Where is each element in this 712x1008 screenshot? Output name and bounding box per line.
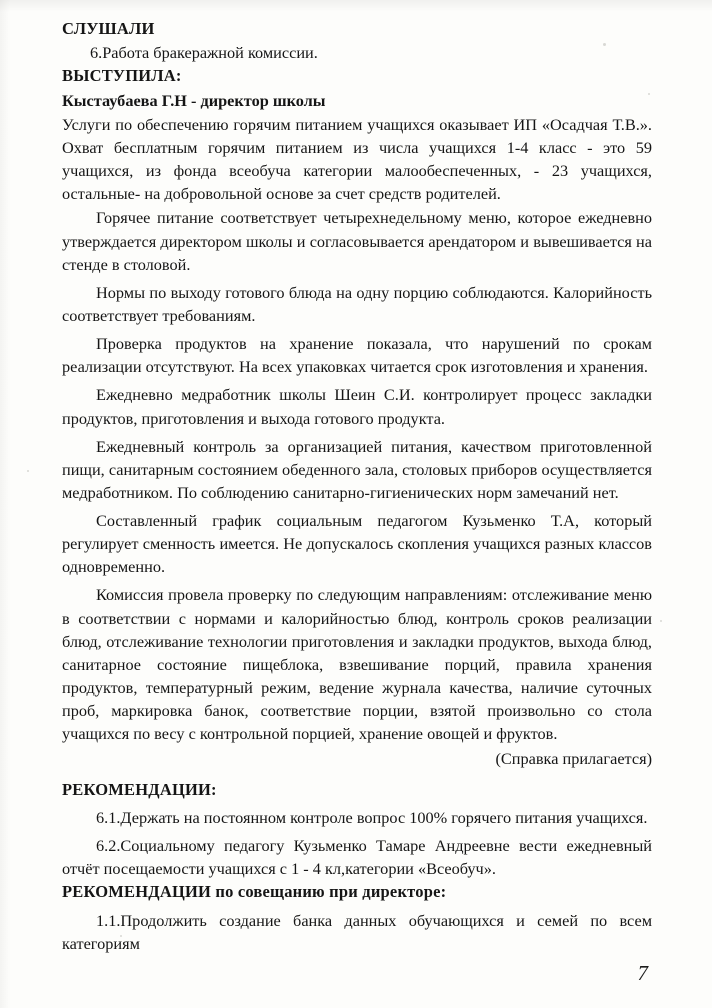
recommendations-director-item-1: 1.1.Продолжить создание банка данных обучающихся и семей по всем категориям (62, 910, 652, 953)
spoke-paragraph-1: Услуги по обеспечению горячим питанием учащихся оказывает ИП «Осадчая Т.В.». Охват бесплатным горячим питанием из числа учащихся 1-4 класс - это 59 учащихся, из фонда всеобуча категории малообеспеченных, - 23 учащихся, остальные- на добровольной основе за счет средств родителей. (62, 114, 652, 204)
spoke-paragraph-2: Горячее питание соответствует четырехнедельному меню, которое ежедневно утверждается директором школы и согласовывается арендатором и вывешивается на стенде в столовой. (62, 208, 652, 274)
spoke-paragraph-8: Комиссия провела проверку по следующим направлениям: отслеживание меню в соответствии с нормами и калорийностью блюд, контроль сроков реализации блюд, отслеживание технологии приготовления и закладки продуктов, выхода блюд, санитарное состояние пищеблока, взвешивание порций, правила хранения продуктов, температурный режим, ведение журнала качества, наличие суточных проб, маркировка банок, соответствие порции, взятой произвольно со стола учащихся по весу с контрольной порцией, хранение овощей и фруктов. (62, 585, 652, 744)
scan-edge-shadow-top (0, 0, 712, 12)
section-heading-spoke: ВЫСТУПИЛА: (62, 66, 182, 86)
spoke-paragraph-5: Ежедневно медработник школы Шеин С.И. контролирует процесс закладки продуктов, приготовления и выхода готового продукта. (62, 385, 652, 428)
section-heading-recommendations-director: РЕКОМЕНДАЦИИ по совещанию при директоре: (62, 882, 447, 902)
scan-edge-shadow-left (0, 0, 10, 1008)
section-heading-heard: СЛУШАЛИ (62, 19, 155, 38)
speaker-name: Кыстаубаева Г.Н - директор школы (62, 90, 326, 110)
spoke-paragraph-4: Проверка продуктов на хранение показала, что нарушений по срокам реализации отсутствуют. На всех упаковках читается срок изготовления и хранения. (62, 334, 652, 377)
page-number: 7 (637, 961, 648, 985)
attachment-note: (Справка прилагается) (495, 749, 652, 769)
spoke-paragraph-7: Составленный график социальным педагогом Кузьменко Т.А, который регулирует сменность имеется. Не допускалось скопления учащихся разных классов одновременно. (62, 511, 652, 577)
scan-speck (27, 470, 29, 472)
spoke-paragraph-3: Нормы по выходу готового блюда на одну порцию соблюдаются. Калорийность соответствует требованиям. (62, 282, 652, 325)
recommendation-item-1: 6.1.Держать на постоянном контроле вопрос 100% горячего питания учащихся. (96, 807, 648, 827)
spoke-paragraph-6: Ежедневный контроль за организацией питания, качеством приготовленной пищи, санитарным состоянием обеденного зала, столовых приборов осуществляется медработником. По соблюдению санитарно-гигиенических норм замечаний нет. (62, 436, 652, 502)
heard-item-1: 6.Работа бракеражной комиссии. (90, 43, 318, 63)
recommendation-item-2: 6.2.Социальному педагогу Кузьменко Тамаре Андреевне вести ежедневный отчёт посещаемости учащихся с 1 - 4 кл,категории «Всеобуч». (62, 836, 652, 879)
scan-speck (660, 620, 662, 622)
section-heading-recommendations: РЕКОМЕНДАЦИИ: (62, 779, 217, 799)
document-body (62, 18, 652, 956)
